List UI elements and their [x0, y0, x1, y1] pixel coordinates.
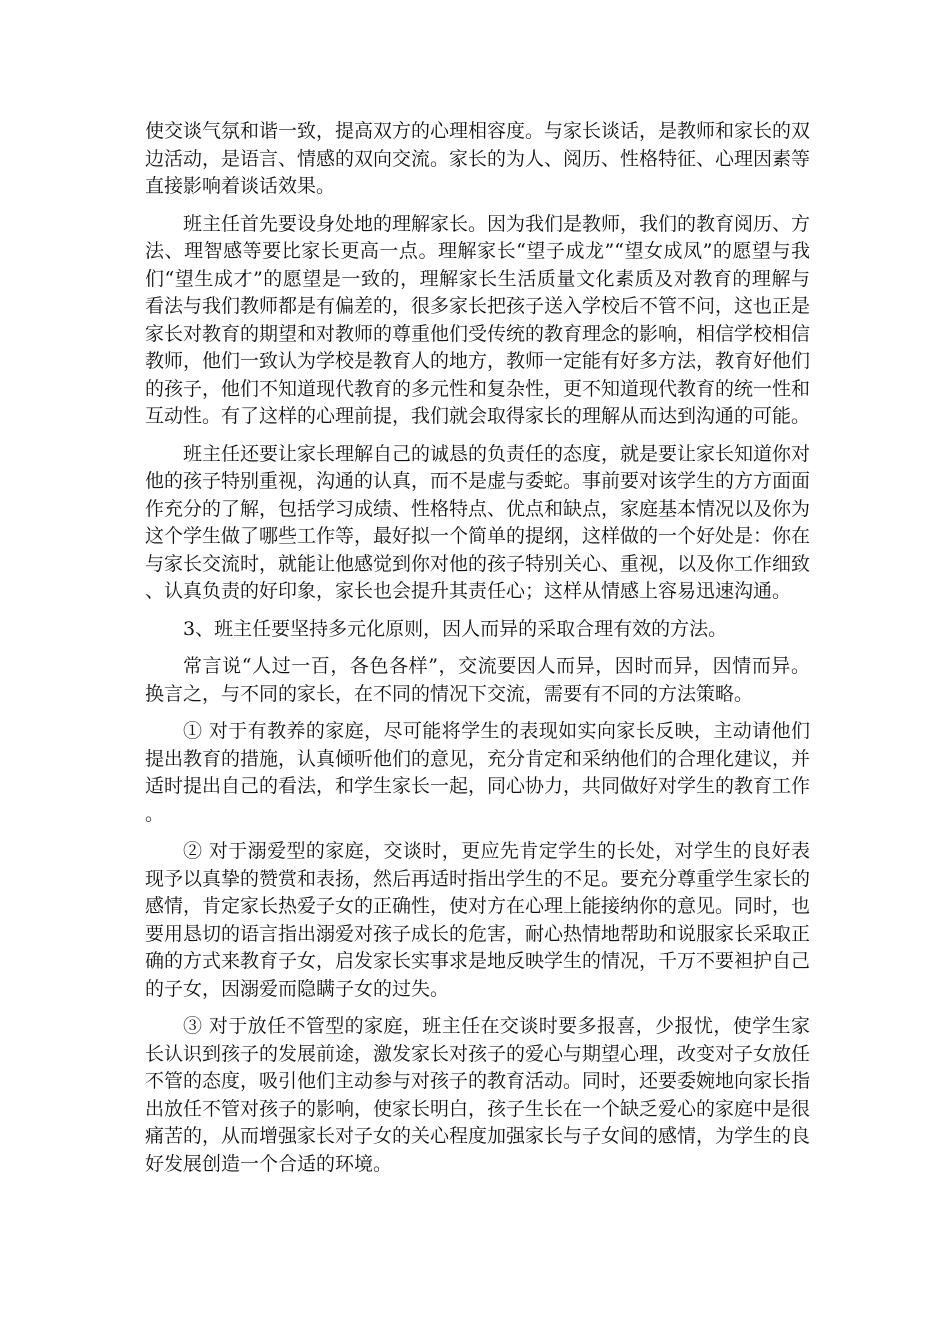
list-item-2-doting-family: ② 对于溺爱型的家庭，交谈时，更应先肯定学生的长处，对学生的良好表现予以真挚的赞赏和表扬，然后再适时指出学生的不足。要充分尊重学生家长的感情，肯定家长热爱子女的正确性，使对方在心理上能接纳你的意见。同时，也要用恳切的语言指出溺爱对孩子成长的危害，耐心热情地帮助和说服家长采取正确的方式来教育子女，启发家长实事求是地反映学生的情况，千万不要袒护自己的子女，因溺爱而隐瞒子女的过失。 [145, 840, 811, 1000]
paragraph-sincere-attitude: 班主任还要让家长理解自己的诚恳的负责任的态度，就是要让家长知道你对他的孩子特别重视，沟通的认真，而不是虚与委蛇。事前要对该学生的方方面面作充分的了解，包括学习成绩、性格特点、优点和缺点，家庭基本情况以及你为这个学生做了哪些工作等，最好拟一个简单的提纲，这样做的一个好处是：你在与家长交流时，就能让他感觉到你对他的孩子特别关心、重视，以及你工作细致、认真负责的好印象，家长也会提升其责任心；这样从情感上容易迅速沟通。 [145, 442, 811, 602]
document-page [145, 118, 810, 1188]
paragraph-understand-parents: 班主任首先要设身处地的理解家长。因为我们是教师，我们的教育阅历、方法、理智感等要比家长更高一点。理解家长“望子成龙”“望女成凤”的愿望与我们“望生成才”的愿望是一致的，理解家长生活质量文化素质及对教育的理解与看法与我们教师都是有偏差的，很多家长把孩子送入学校后不管不问，这也正是家长对教育的期望和对教师的尊重他们受传统的教育理念的影响，相信学校相信教师，他们一致认为学校是教育人的地方，教师一定能有好多方法，教育好他们的孩子，他们不知道现代教育的多元性和复杂性，更不知道现代教育的统一性和互动性。有了这样的心理前提，我们就会取得家长的理解从而达到沟通的可能。 [145, 212, 811, 427]
section-heading-3: 3、班主任要坚持多元化原则，因人而异的采取合理有效的方法。 [183, 617, 728, 640]
paragraph-continuation: 使交谈气氛和谐一致，提高双方的心理相容度。与家长谈话，是教师和家长的双边活动，是语言、情感的双向交流。家长的为人、阅历、性格特征、心理因素等直接影响着谈话效果。 [145, 120, 811, 197]
list-item-1-educated-family: ① 对于有教养的家庭，尽可能将学生的表现如实向家长反映，主动请他们提出教育的措施，认真倾听他们的意见，充分肯定和采纳他们的合理化建议，并适时提出自己的看法，和学生家长一起，同心协力，共同做好对学生的教育工作。 [145, 720, 811, 825]
paragraph-adapt-methods: 常言说“人过一百，各色各样”，交流要因人而异，因时而异，因情而异。换言之，与不同的家长，在不同的情况下交流，需要有不同的方法策略。 [145, 655, 810, 705]
list-item-3-neglectful-family: ③ 对于放任不管型的家庭，班主任在交谈时要多报喜，少报忧，使学生家长认识到孩子的发展前途，激发家长对孩子的爱心与期望心理，改变对子女放任不管的态度，吸引他们主动参与对孩子的教育活动。同时，还要委婉地向家长指出放任不管对孩子的影响，使家长明白，孩子生长在一个缺乏爱心的家庭中是很痛苦的，从而增强家长对子女的关心程度加强家长与子女间的感情，为学生的良好发展创造一个合适的环境。 [145, 1015, 811, 1175]
